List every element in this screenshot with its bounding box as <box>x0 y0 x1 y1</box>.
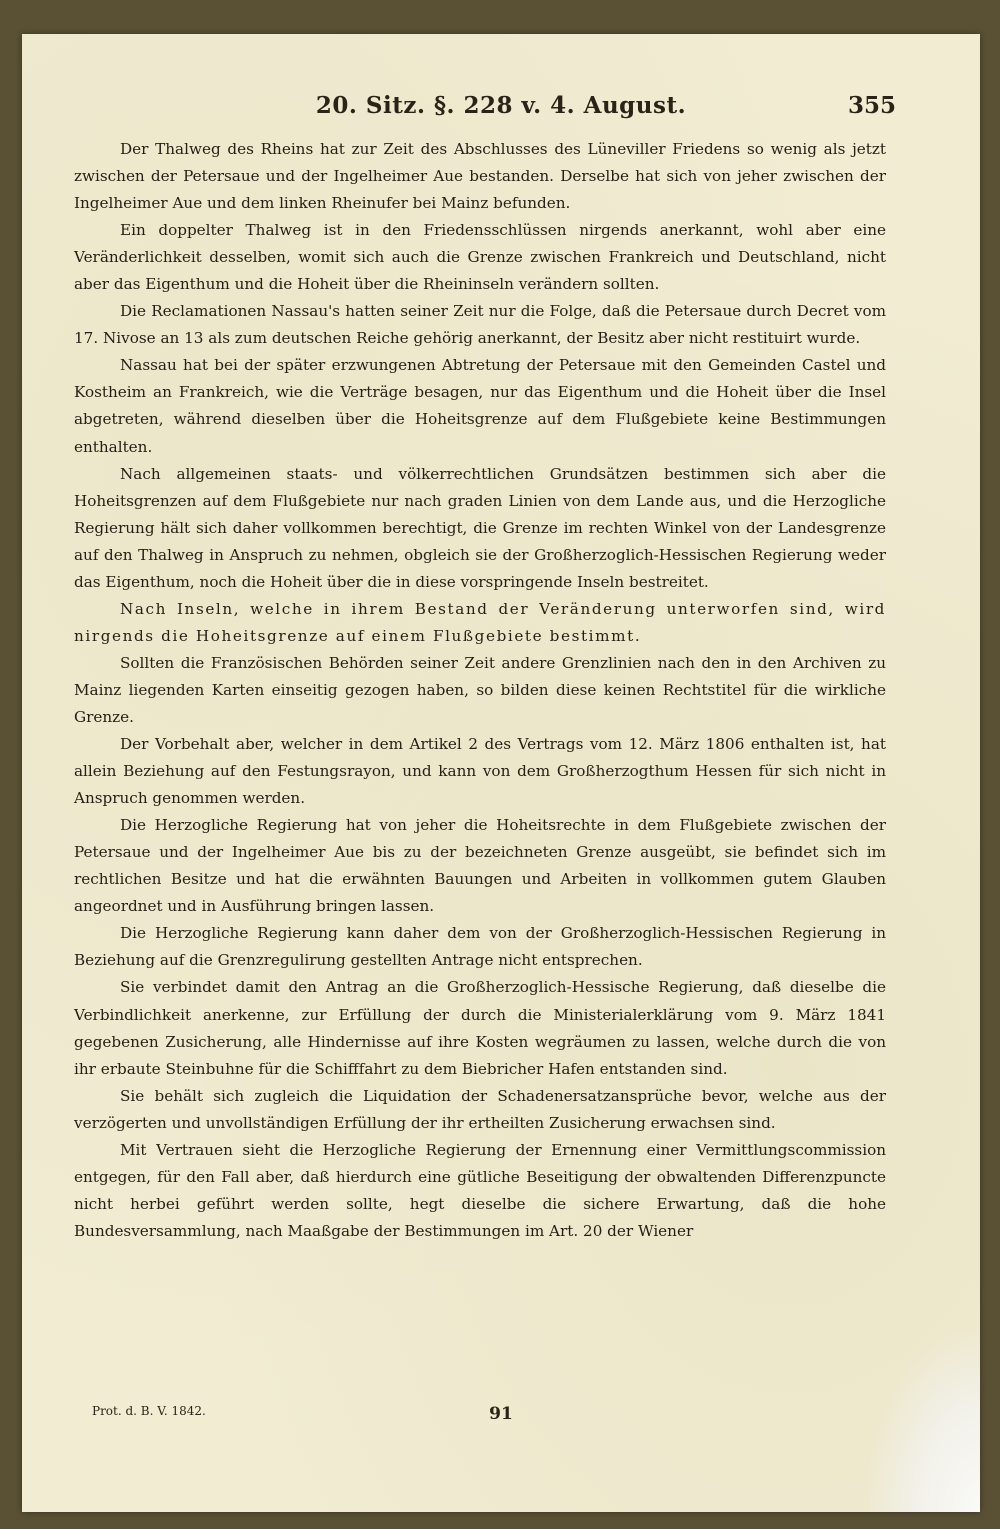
paragraph: Der Vorbehalt aber, welcher in dem Artikel 2 des Vertrags vom 12. März 1806 enthalten ist, hat allein Beziehung auf den Festungsrayon, und kann von dem Großherzogthum Hessen für sich nicht in Anspruch genommen werden. <box>74 735 886 808</box>
page-footer <box>92 1404 910 1428</box>
page-number: 355 <box>847 92 896 119</box>
paragraph: Nach Inseln, welche in ihrem Bestand der Veränderung unterworfen sind, wird nirgends die Hoheitsgrenze auf einem Flußgebiete bestimmt. <box>74 599 886 645</box>
document-page <box>22 34 980 1512</box>
paragraph: Die Herzogliche Regierung hat von jeher die Hoheitsrechte in dem Flußgebiete zwischen der Petersaue und der Ingelheimer Aue bis zu der bezeichneten Grenze ausgeübt, sie befindet sich im rechtlichen Besitze und hat die erwähnten Bauungen und Arbeiten in vollkommen gutem Glauben angeordnet und in Ausführung bringen lassen. <box>74 816 886 916</box>
paragraph: Sie verbindet damit den Antrag an die Großherzoglich-Hessische Regierung, daß dieselbe die Verbindlichkeit anerkenne, zur Erfüllung der durch die Ministerialerklärung vom 9. März 1841 gegebenen Zusicherung, alle Hindernisse auf ihre Kosten wegräumen zu lassen, welche durch die von ihr erbaute Steinbuhne für die Schifffahrt zu dem Biebricher Hafen entstanden sind. <box>74 978 886 1078</box>
running-title: 20. Sitz. §. 228 v. 4. August. <box>315 92 687 119</box>
paragraph: Sollten die Französischen Behörden seiner Zeit andere Grenzlinien nach den in den Archiven zu Mainz liegenden Karten einseitig gezogen haben, so bilden diese keinen Rechtstitel für die wirkliche Grenze. <box>74 653 886 726</box>
paragraph: Sie behält sich zugleich die Liquidation der Schadenersatzansprüche bevor, welche aus der verzögerten und unvollständigen Erfüllung der ihr ertheilten Zusicherung erwachsen sind. <box>74 1086 886 1132</box>
paragraph: Mit Vertrauen sieht die Herzogliche Regierung der Ernennung einer Vermittlungscommission entgegen, für den Fall aber, daß hierdurch eine gütliche Beseitigung der obwaltenden Differenzpuncte nicht herbei geführt werden sollte, hegt dieselbe die sichere Erwartung, daß die hohe Bundesversammlung, nach Maaßgabe der Bestimmungen im Art. 20 der Wiener <box>74 1140 886 1240</box>
paragraph: Die Herzogliche Regierung kann daher dem von der Großherzoglich-Hessischen Regierung in Beziehung auf die Grenzregulirung gestellten Antrage nicht entsprechen. <box>74 924 886 970</box>
page-header <box>22 92 980 128</box>
protocol-reference: Prot. d. B. V. 1842. <box>92 1404 206 1418</box>
signature-mark: 91 <box>489 1404 513 1424</box>
body-text <box>74 136 886 1245</box>
paragraph: Ein doppelter Thalweg ist in den Friedensschlüssen nirgends anerkannt, wohl aber eine Veränderlichkeit desselben, womit sich auch die Grenze zwischen Frankreich und Deutschland, nicht aber das Eigenthum und die Hoheit über die Rheininseln verändern sollten. <box>74 221 886 294</box>
paragraph: Nassau hat bei der später erzwungenen Abtretung der Petersaue mit den Gemeinden Castel und Kostheim an Frankreich, wie die Verträge besagen, nur das Eigenthum und die Hoheit über die Insel abgetreten, während dieselben über die Hoheitsgrenze auf dem Flußgebiete keine Bestimmungen enthalten. <box>74 356 886 456</box>
paragraph: Die Reclamationen Nassau's hatten seiner Zeit nur die Folge, daß die Petersaue durch Decret vom 17. Nivose an 13 als zum deutschen Reiche gehörig anerkannt, der Besitz aber nicht restituirt wurde. <box>74 302 886 348</box>
paragraph: Der Thalweg des Rheins hat zur Zeit des Abschlusses des Lüneviller Friedens so wenig als jetzt zwischen der Petersaue und der Ingelheimer Aue bestanden. Derselbe hat sich von jeher zwischen der Ingelheimer Aue und dem linken Rheinufer bei Mainz befunden. <box>74 140 886 213</box>
paragraph: Nach allgemeinen staats- und völkerrechtlichen Grundsätzen bestimmen sich aber die Hoheitsgrenzen auf dem Flußgebiete nur nach graden Linien von dem Lande aus, und die Herzogliche Regierung hält sich daher vollkommen berechtigt, die Grenze im rechten Winkel von der Landesgrenze auf den Thalweg in Anspruch zu nehmen, obgleich sie der Großherzoglich-Hessischen Regierung weder das Eigenthum, noch die Hoheit über die in diese vorspringende Inseln bestreitet. <box>74 464 886 591</box>
